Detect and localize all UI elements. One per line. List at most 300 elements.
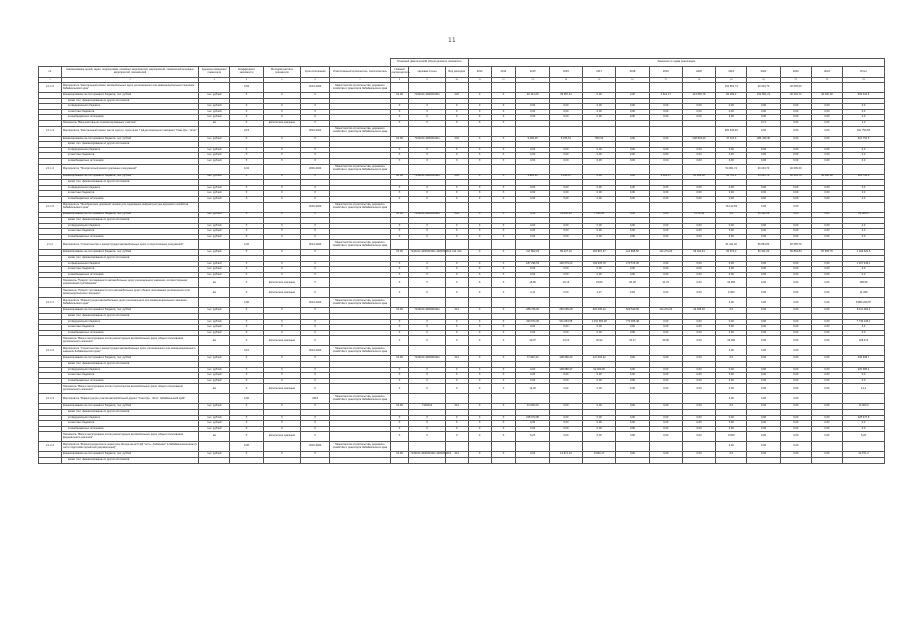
table-cell: X [263,104,300,110]
table-cell: 0,00 [649,212,682,218]
table-cell: 0,0 [843,196,885,202]
table-cell: 0,00 [616,378,649,384]
table-cell [330,384,390,394]
table-cell: 0,00 [811,267,842,273]
row-name-cell: из федерального бюджета [61,104,198,110]
table-cell: тыс. рублей [199,319,230,325]
table-cell: X [468,432,491,442]
column-number: 12 [491,78,516,83]
table-cell: X [263,373,300,379]
column-header: 2014 [491,67,516,78]
table-cell: 0,00 [716,223,747,229]
table-cell: X [468,250,491,256]
table-cell: 0,00 [780,384,811,394]
table-cell: 0,00 [811,196,842,202]
table-cell: 92 441,05 [516,93,549,99]
table-cell: 0,84 [616,288,649,298]
table-cell [468,298,491,308]
table-cell: X [301,452,330,458]
table-cell: 0,00 [811,153,842,159]
table-cell: X [491,373,516,379]
table-cell [811,457,842,463]
table-cell [409,202,445,212]
table-cell: 414 [445,452,468,458]
table-cell [549,240,582,250]
table-cell: X [390,115,409,121]
table-cell: X [409,158,445,164]
table-cell: 04 09 [390,308,409,314]
table-cell: 0,00 [780,212,811,218]
table-cell: X [491,426,516,432]
row-name-cell: из местных бюджетов [61,153,198,159]
column-header: 2022 [747,67,780,78]
table-cell: 0,0 [843,378,885,384]
table-cell: X [409,421,445,427]
table-cell [549,164,582,174]
table-cell: X [409,384,445,394]
table-cell: X [230,104,263,110]
row-name-cell: кроме того, финансирование из других источников: [61,180,198,186]
row-number-cell: 2.1.1.3 [39,126,62,136]
table-cell [843,240,885,250]
table-cell: 0,00 [811,234,842,240]
table-cell: 0,00 [716,158,747,164]
table-cell: 04 09 [390,250,409,256]
table-cell: X [491,432,516,442]
table-cell: X [230,109,263,115]
table-cell: X [468,229,491,235]
table-cell: X [468,267,491,273]
table-cell: 414 [445,404,468,410]
table-cell: 0,00 [516,330,549,336]
table-cell: X [390,261,409,267]
table-cell: X [409,120,445,126]
table-cell: 56 864,84 [780,250,811,256]
table-cell: X [409,319,445,325]
table-cell: X [491,278,516,288]
table-cell: км [199,432,230,442]
column-number: 13 [516,78,549,83]
table-cell: 46,80 [516,278,549,288]
table-cell: 0,00 [616,93,649,99]
table-cell: X [263,426,300,432]
table-cell: 0,00 [682,234,715,240]
table-cell: X [390,319,409,325]
table-cell: 0,00 [747,109,780,115]
table-row [39,278,885,288]
row-number-cell: 2.1.1.4 [39,164,62,174]
table-cell [199,394,230,404]
table-cell: X [491,191,516,197]
table-cell: 0,00 [516,426,549,432]
table-cell: 0,00 [780,191,811,197]
table-cell: 0,00 [682,404,715,410]
table-row [39,83,885,93]
table-cell: X [445,196,468,202]
table-cell [390,126,409,136]
table-cell: X [230,426,263,432]
table-cell: 0,00 [516,212,549,218]
table-cell: 173 574,00 [616,261,649,267]
table-cell: 148 679,23 [549,261,582,267]
table-cell: 0,0 [843,191,885,197]
table-cell: 0,00 [549,330,582,336]
table-cell [583,346,616,356]
table-cell: 0,00 [780,415,811,421]
table-cell: X [409,378,445,384]
table-cell: 244 [445,212,468,218]
table-cell: 0,00 [780,288,811,298]
table-cell: 0,00 [516,109,549,115]
table-cell [516,298,549,308]
table-cell: 2016-2024 [301,164,330,174]
table-cell [468,240,491,250]
table-cell: X [445,432,468,442]
table-cell [199,298,230,308]
table-cell: 0,00 [811,373,842,379]
table-cell [616,457,649,463]
table-cell: 0,00 [516,191,549,197]
table-cell: 87 665,76 [811,250,842,256]
table-cell: X [468,261,491,267]
table-cell: 0,00 [682,378,715,384]
table-cell [649,457,682,463]
row-name-cell: Мероприятие "Реконструкция автомобильных дорог регионального или межмуниципального значения Забайкальского края" [61,298,198,308]
table-cell: 5,20 [516,432,549,442]
table-cell: 0,00 [780,346,811,356]
row-name-cell: из местных бюджетов [61,325,198,331]
table-cell: X [491,104,516,110]
table-cell: 0,00 [682,452,715,458]
table-cell: 0,00 [583,325,616,331]
table-cell: тыс. рублей [199,185,230,191]
table-cell: 0,0 [843,426,885,432]
table-cell: 0,00 [682,158,715,164]
table-cell: X [491,272,516,278]
column-header: 2016 [549,67,582,78]
table-cell: 0,00 [583,147,616,153]
table-cell: X [445,325,468,331]
table-cell: X [263,229,300,235]
table-cell: 0,00 [649,229,682,235]
table-cell: 228 974,8 [843,415,885,421]
table-cell: тыс. рублей [199,147,230,153]
table-cell: 0,00 [682,356,715,362]
table-cell: 0,00 [616,267,649,273]
table-cell: 0,00 [616,223,649,229]
table-cell: 560,20 [583,136,616,142]
table-cell: X [301,229,330,235]
table-cell: X [445,384,468,394]
table-cell: 0,00 [649,367,682,373]
table-cell: Министерство строительства, дорожного хозяйства и транспорта Забайкальского края [330,83,390,93]
table-cell [445,164,468,174]
column-number: 14 [549,78,582,83]
table-cell: 0,00 [747,234,780,240]
row-name-cell: финансирование за счет краевого бюджета, тыс. рублей [61,250,198,256]
table-cell: 0,00 [649,452,682,458]
table-cell: 0,00 [583,267,616,273]
table-cell: 0,00 [780,223,811,229]
table-cell [199,442,230,452]
table-cell: 0,00 [811,104,842,110]
table-cell: 0,00 [780,267,811,273]
table-cell: 0,00 [811,367,842,373]
table-cell: X [263,367,300,373]
table-cell: 0,00 [747,432,780,442]
table-cell: 40 000,00 [780,83,811,93]
table-cell: X [468,415,491,421]
table-cell [390,346,409,356]
table-cell: 0,00 [516,158,549,164]
table-cell: X [468,356,491,362]
table-cell [583,83,616,93]
table-cell [583,394,616,404]
row-number-cell: 2.1.2.3 [39,394,62,404]
table-cell [811,240,842,250]
table-cell: тыс. рублей [199,93,230,99]
table-cell: 0,000 [716,432,747,442]
table-cell: 0,00 [616,212,649,218]
table-cell: 0,00 [583,109,616,115]
table-cell: 0,00 [583,384,616,394]
table-row [39,202,885,212]
column-header: Методика расчёта показателя [263,67,300,78]
table-cell [549,83,582,93]
table-cell: км [199,288,230,298]
table-cell: тыс. рублей [199,153,230,159]
table-cell: X [301,356,330,362]
table-cell: 0,00 [616,330,649,336]
table-cell: 82 080,5 [843,212,885,218]
table-cell: 0,00 [716,196,747,202]
table-cell: X [263,136,300,142]
table-cell: 0,00 [616,272,649,278]
table-cell [263,83,300,93]
table-cell: 0,450 [716,288,747,298]
table-cell: X [263,250,300,256]
table-cell: 0,0 [843,234,885,240]
table-cell [516,202,549,212]
row-name-cell: кроме того, финансирование из других источников: [61,314,198,320]
table-cell: 0,00 [811,288,842,298]
table-cell: X [230,325,263,331]
table-cell: 0,00 [747,421,780,427]
column-number: 4 [230,78,263,83]
table-cell [616,298,649,308]
table-cell: X [230,174,263,180]
table-cell [199,164,230,174]
table-cell [468,442,491,452]
table-cell: X [230,404,263,410]
table-cell: X [491,330,516,336]
table-cell: 0,00 [649,191,682,197]
table-cell: X [491,267,516,273]
table-cell: X [409,185,445,191]
table-cell [682,126,715,136]
table-cell: X [301,319,330,325]
table-cell [516,126,549,136]
column-number: 7 [330,78,390,83]
table-cell: тыс. рублей [199,452,230,458]
table-cell: 0,00 [811,356,842,362]
table-cell: X [263,158,300,164]
table-cell [230,457,263,463]
table-cell: 0,00 [780,319,811,325]
table-cell: X [468,330,491,336]
table-cell: тыс. рублей [199,191,230,197]
table-cell: 0,00 [811,378,842,384]
table-cell: 0,00 [747,115,780,121]
column-number: 8 [390,78,409,83]
table-cell [583,164,616,174]
table-cell: 0,00 [811,126,842,136]
table-cell: X [301,234,330,240]
table-cell: X [230,120,263,126]
table-header [39,59,885,83]
table-cell: 1 010 684,39 [583,319,616,325]
table-cell: 8 111 469,4 [843,308,885,314]
table-cell: 0,00 [516,267,549,273]
table-cell [263,240,300,250]
table-cell: X [263,212,300,218]
table-cell: X [468,288,491,298]
table-cell: 7130214 43000S4311 [409,356,445,362]
table-row [39,432,885,442]
table-cell: 0,00 [682,115,715,121]
row-name-cell: из местных бюджетов [61,373,198,379]
table-cell: км [199,120,230,126]
table-cell: X [491,196,516,202]
table-cell: 95 832,38 [682,174,715,180]
table-cell: X [263,356,300,362]
table-cell: X [445,367,468,373]
table-row [39,384,885,394]
table-cell: абсолютное значение [263,336,300,346]
table-cell: 0,00 [549,404,582,410]
table-cell: X [468,426,491,432]
table-cell: 40 000,00 [811,93,842,99]
column-header: Ответственный исполнитель, соисполнитель [330,67,390,78]
table-cell: 0,00 [516,153,549,159]
table-cell: 0,00 [549,153,582,159]
table-cell: 187 296,53 [516,261,549,267]
column-number: 3 [199,78,230,83]
table-cell: 128 080,43 [549,356,582,362]
table-cell: 0,00 [616,136,649,142]
table-cell: 0,00 [616,384,649,394]
table-cell: 0,00 [616,373,649,379]
row-name-cell: Показатель "Ввод в эксплуатацию после строительства автомобильных дорог общего пользования регионального значения" [61,384,198,394]
table-cell: X [263,234,300,240]
table-cell: 0,00 [811,147,842,153]
table-cell: 0,00 [649,158,682,164]
table-cell: 0,00 [780,325,811,331]
table-cell: X [301,421,330,427]
row-name-cell: кроме того, финансирование из других источников: [61,218,198,224]
table-cell: тыс. рублей [199,267,230,273]
table-cell: X [468,452,491,458]
table-cell: 0,00 [682,196,715,202]
table-cell: 0,0 [716,452,747,458]
table-cell: X [491,109,516,115]
table-cell: X [491,415,516,421]
table-cell: 0,00 [716,261,747,267]
table-cell: км [199,336,230,346]
table-cell [263,394,300,404]
table-cell: 0,00 [811,404,842,410]
table-cell: 511 654,58 [549,319,582,325]
table-cell: 0,00 [747,378,780,384]
table-cell: 1 017 243,1 [843,261,885,267]
table-cell: Министерство строительства, дорожного хозяйства и транспорта Забайкальского края [330,394,390,404]
table-cell [199,83,230,93]
table-cell: 0,00 [549,223,582,229]
table-cell: X [409,115,445,121]
table-cell: X [491,261,516,267]
table-cell: 56 864,84 [747,240,780,250]
table-cell: X [491,288,516,298]
table-cell: 0,00 [616,196,649,202]
table-cell: 0,00 [780,442,811,452]
table-cell: 0,00 [682,421,715,427]
table-cell [583,442,616,452]
table-cell: 0,00 [516,367,549,373]
table-cell [649,442,682,452]
table-cell: 0,00 [549,426,582,432]
table-cell: 0,0 [843,325,885,331]
table-cell [409,298,445,308]
table-cell: 0,00 [616,404,649,410]
table-cell: 0,00 [747,308,780,314]
table-cell: X [301,223,330,229]
table-cell: 773 935,48 [616,319,649,325]
table-cell: X [468,153,491,159]
table-cell: 0,00 [682,104,715,110]
table-cell: 0,00 [716,373,747,379]
table-cell: 0,00 [682,384,715,394]
table-cell: X [390,415,409,421]
table-cell: 7130214 43000S4311 43000S4312 [409,452,445,458]
table-row [39,457,885,463]
table-cell: X [468,404,491,410]
table-cell: 0,00 [780,272,811,278]
table-cell [330,432,390,442]
table-cell: X [301,415,330,421]
table-cell: 04 09 [390,212,409,218]
table-cell: 0,00 [747,267,780,273]
table-cell: X [301,185,330,191]
table-cell: 0,00 [747,373,780,379]
table-cell: 0,0 [843,185,885,191]
table-cell: 0,00 [747,288,780,298]
table-cell [616,83,649,93]
row-name-cell: Показатель "Ввод капитально отремонтированных участков" [61,120,198,126]
table-cell: X [468,93,491,99]
table-cell: тыс. рублей [199,421,230,427]
table-cell: 0,00 [811,336,842,346]
table-cell: X [491,158,516,164]
table-cell: 2014-2024 [301,298,330,308]
table-cell: 0,00 [811,115,842,121]
table-cell: X [409,330,445,336]
table-cell: X [445,319,468,325]
table-cell: X [230,250,263,256]
table-cell: абсолютное значение [263,288,300,298]
table-cell: X [390,278,409,288]
table-cell: 0,00 [780,234,811,240]
row-name-cell: кроме того, финансирование из других источников: [61,457,198,463]
